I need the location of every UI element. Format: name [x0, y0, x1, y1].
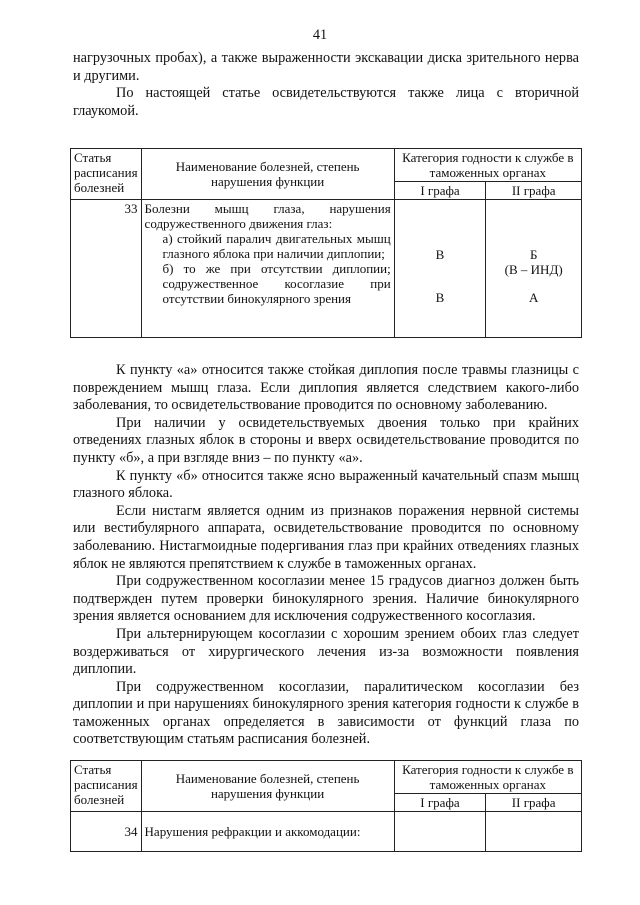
header-article-2: Статья расписания болезней: [71, 761, 142, 812]
header-disease-name: Наименование болезней, степень нарушения функции: [141, 149, 394, 200]
empty-column-2: [486, 812, 582, 852]
commentary-paragraph-4: Если нистагм является одним из признаков поражения нервной системы или вестибулярного аппарата, освидетельствование проводится по основному заболеванию. Нистагмоидные подергивания глаз при крайних отведениях глазных яблок не являются препятствием к службе в таможенных органах.: [73, 502, 579, 572]
intro-text: [73, 50, 579, 120]
header-column-2: II графа: [486, 182, 582, 200]
disease-description: [141, 200, 394, 338]
row-title: Болезни мышц глаза, нарушения содружественного движения глаз:: [144, 201, 391, 231]
row-title-2: Нарушения рефракции и аккомодации:: [141, 812, 394, 852]
item-a-column-2: Б: [529, 247, 538, 262]
intro-paragraph-2: По настоящей статье освидетельствуются также лица с вторичной глаукомой.: [73, 85, 579, 119]
item-b: б) то же при отсутствии диплопии; содружественное косоглазие при отсутствии бинокулярного зрения: [162, 261, 391, 306]
header-disease-name-2: Наименование болезней, степень нарушения функции: [141, 761, 394, 812]
header-article: Статья расписания болезней: [71, 149, 142, 200]
header-column-1-2: I графа: [394, 794, 486, 812]
commentary-text: [73, 362, 579, 749]
item-b-column-2: А: [528, 290, 539, 305]
article-number-2: 34: [71, 812, 142, 852]
item-b-column-1: В: [435, 290, 445, 305]
item-a-column-2-note: (В – ИНД): [504, 262, 563, 277]
commentary-paragraph-3: К пункту «б» относится также ясно выраженный качательный спазм мышц глазного яблока.: [73, 467, 579, 502]
header-category: Категория годности к службе в таможенных органах: [394, 149, 581, 182]
header-category-2: Категория годности к службе в таможенных органах: [394, 761, 581, 794]
empty-column-1: [394, 812, 486, 852]
article-number: 33: [71, 200, 142, 338]
commentary-paragraph-6: При альтернирующем косоглазии с хорошим зрением обоих глаз следует воздерживаться от хирургического лечения из-за возможности появления диплопии.: [73, 625, 579, 678]
commentary-paragraph-1: К пункту «а» относится также стойкая диплопия после травмы глазницы с повреждением мышц глаза. Если диплопия является следствием какого-либо заболевания, то освидетельствование проводится по основному заболеванию.: [73, 362, 579, 414]
header-column-2-2: II графа: [486, 794, 582, 812]
item-a: а) стойкий паралич двигательных мышц глазного яблока при наличии диплопии;: [162, 231, 391, 261]
commentary-paragraph-5: При содружественном косоглазии менее 15 градусов диагноз должен быть подтвержден путем проверки бинокулярного зрения. Наличие бинокулярного зрения является основанием для исключения содружественного косоглазия.: [73, 573, 579, 625]
column-1-values: [394, 200, 486, 338]
commentary-paragraph-7: При содружественном косоглазии, паралитическом косоглазии без диплопии и при нарушениях бинокулярного зрения категория годности к службе в таможенных органах определяется в зависимости от функций глаза по соответствующим статьям расписания болезней.: [73, 678, 579, 748]
item-a-column-1: В: [435, 247, 445, 262]
column-2-values: [486, 200, 582, 338]
commentary-paragraph-2: При наличии у освидетельствуемых двоения только при крайних отведениях глазных яблок в стороны и вверх освидетельствование проводится по пункту «б», а при взгляде вниз – по пункту «а».: [73, 414, 579, 466]
disease-schedule-table-33: [70, 148, 582, 338]
page-number: 41: [312, 27, 328, 43]
disease-schedule-table-34: [70, 760, 582, 852]
intro-paragraph-1: нагрузочных пробах), а также выраженности экскавации диска зрительного нерва и другими.: [73, 50, 579, 84]
header-column-1: I графа: [394, 182, 486, 200]
